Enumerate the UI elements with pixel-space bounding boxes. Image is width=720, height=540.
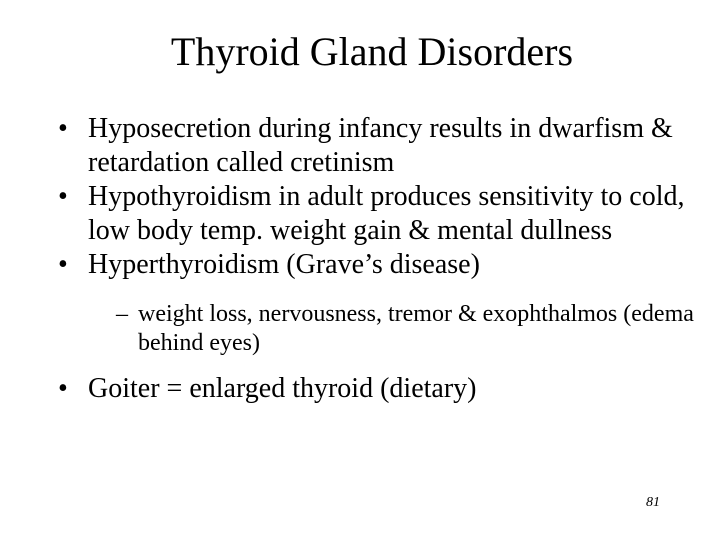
sub-bullet-marker: – <box>116 301 128 327</box>
bullet-item <box>58 112 698 180</box>
slide-title: Thyroid Gland Disorders <box>170 29 574 74</box>
bullet-marker: • <box>58 373 68 404</box>
bullet-item <box>58 248 698 282</box>
bullet-marker: • <box>58 113 68 144</box>
bullet-item <box>58 372 698 406</box>
bullet-item <box>58 180 698 248</box>
bullet-text: Hypothyroidism in adult produces sensitivity to cold, low body temp. weight gain & mental dullness <box>88 181 685 246</box>
bullet-marker: • <box>58 181 68 212</box>
bullet-text: Hyperthyroidism (Grave’s disease) <box>88 249 480 280</box>
bullet-text: Hyposecretion during infancy results in dwarfism & retardation called cretinism <box>88 113 673 178</box>
bullet-marker: • <box>58 249 68 280</box>
sub-bullet-text: weight loss, nervousness, tremor & exophthalmos (edema behind eyes) <box>138 301 694 356</box>
bullet-text: Goiter = enlarged thyroid (dietary) <box>88 373 477 404</box>
bullet-list <box>58 112 698 406</box>
sub-bullet-item <box>58 300 698 358</box>
page-number: 81 <box>646 495 660 510</box>
